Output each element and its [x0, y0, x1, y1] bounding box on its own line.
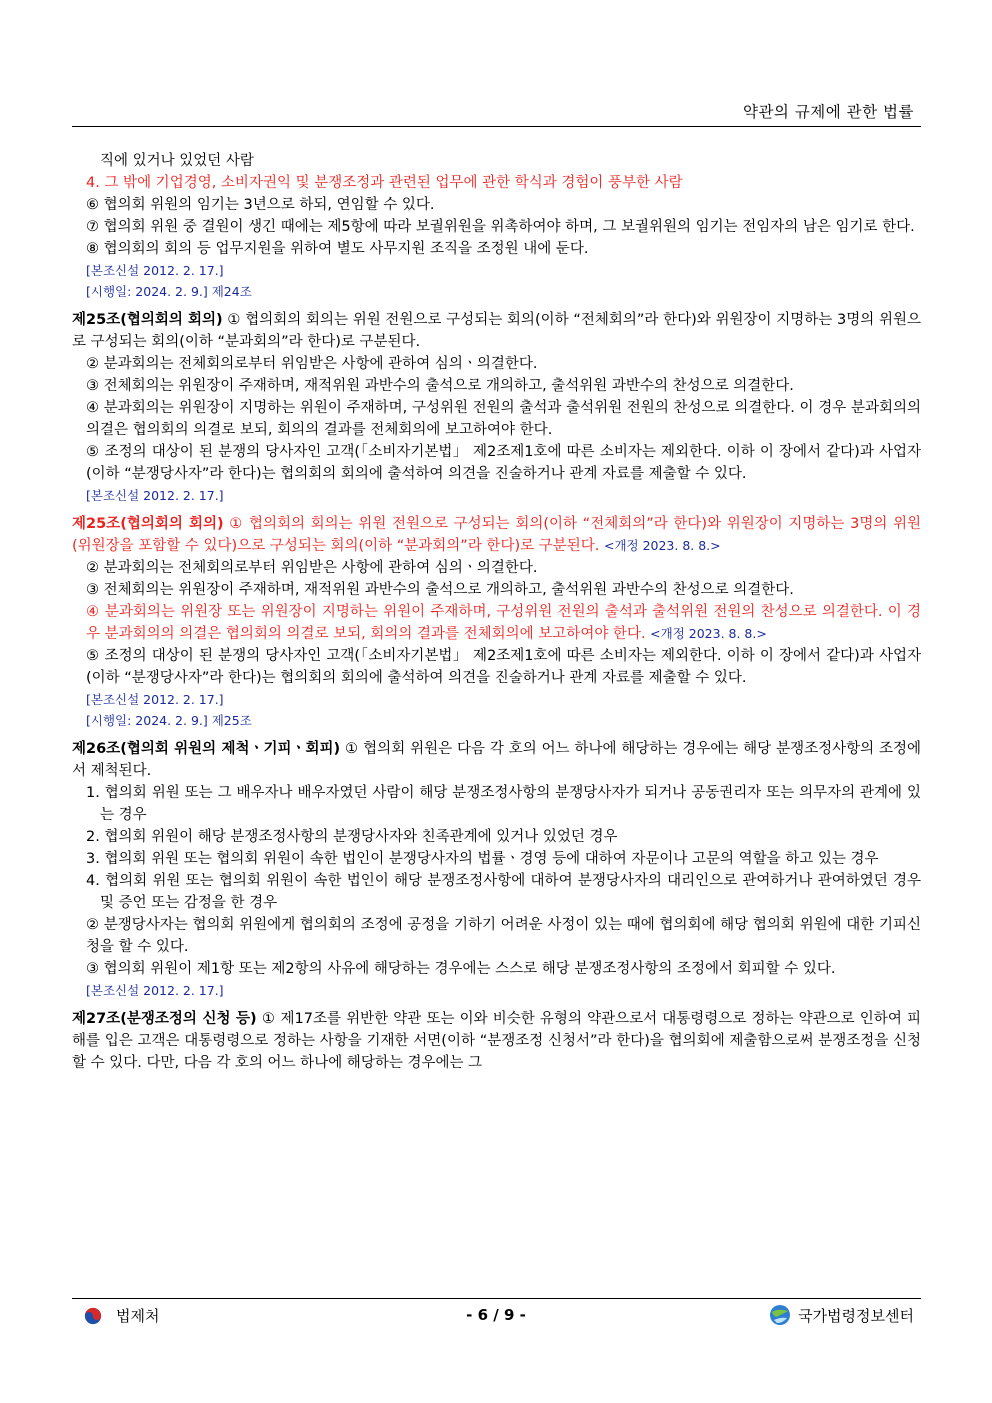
paragraph-8: ⑧ 협의회의 회의 등 업무지원을 위하여 별도 사무지원 조직을 조정원 내에 둔다.: [86, 241, 589, 257]
article-25-old: [72, 309, 921, 353]
article-26-para-1: ① 협의회 위원은 다음 각 호의 어느 하나에 해당하는 경우에는 해당 분쟁조정사항의 조정에서 제척된다.: [72, 741, 922, 779]
article-26-para-3: ③ 협의회 위원이 제1항 또는 제2항의 사유에 해당하는 경우에는 스스로 해당 분쟁조정사항의 조정에서 회피할 수 있다.: [86, 961, 836, 977]
article-26-para-2: ② 분쟁당사자는 협의회 위원에게 협의회의 조정에 공정을 기하기 어려운 사정이 있는 때에 협의회에 해당 협의회 위원에 대한 기피신청을 할 수 있다.: [86, 917, 921, 955]
item-4-amended: 4. 그 밖에 기업경영, 소비자권익 및 분쟁조정과 관련된 업무에 관한 학식과 경험이 풍부한 사람: [86, 175, 683, 191]
enactment-note: [본조신설 2012. 2. 17.]: [86, 692, 224, 707]
article-27-para-1: ① 제17조를 위반한 약관 또는 이와 비슷한 유형의 약관으로서 대통령령으로 정하는 약관으로 인하여 피해를 입은 고객은 대통령령으로 정하는 사항을 기재한 서면(이하 “분쟁조정 신청서”라 한다)을 협의회에 제출함으로써 분쟁조정을 신청할 수 있다. 다만, 다음 각 호의 어느 하나에 해당하는 경우에는 그: [72, 1011, 921, 1071]
article-25-new-para-4-text: ④ 분과회의는 위원장 또는 위원장이 지명하는 위원이 주재하며, 구성위원 전원의 출석과 출석위원 전원의 찬성으로 의결한다. 이 경우 분과회의의 의결은 협의회의 의결로 보되, 회의의 결과를 전체회의에 보고하여야 한다.: [86, 604, 921, 642]
article-25-para-4: ④ 분과회의는 위원장이 지명하는 위원이 주재하며, 구성위원 전원의 출석과 출석위원 전원의 찬성으로 의결한다. 이 경우 분과회의의 의결은 협의회의 의결로 보되, 회의의 결과를 전체회의에 보고하여야 한다.: [86, 400, 921, 438]
article-26-item-1: 1. 협의회 위원 또는 그 배우자나 배우자였던 사람이 해당 분쟁조정사항의 분쟁당사자가 되거나 공동권리자 또는 의무자의 관계에 있는 경우: [86, 785, 921, 823]
article-25-new-para-2: ② 분과회의는 전체회의로부터 위임받은 사항에 관하여 심의ㆍ의결한다.: [86, 560, 538, 576]
paragraph-6: ⑥ 협의회 위원의 임기는 3년으로 하되, 연임할 수 있다.: [86, 197, 435, 213]
document-body: [72, 150, 921, 1074]
footer-publisher-name: 법제처: [116, 1307, 160, 1325]
page-header-title: 약관의 규제에 관한 법률: [742, 103, 914, 121]
enactment-note: [본조신설 2012. 2. 17.]: [86, 488, 224, 503]
page-number: - 6 / 9 -: [466, 1306, 526, 1324]
header-rule: [72, 126, 921, 127]
amendment-note: <개정 2023. 8. 8.>: [650, 626, 767, 641]
article-26-item-3: 3. 협의회 위원 또는 협의회 위원이 속한 법인이 분쟁당사자의 법률ㆍ경영 등에 대하여 자문이나 고문의 역할을 하고 있는 경우: [86, 851, 879, 867]
article-27: [72, 1008, 921, 1074]
enactment-note: [본조신설 2012. 2. 17.]: [86, 263, 224, 278]
article-25-new: [72, 513, 921, 557]
footer-brand-name: 국가법령정보센터: [798, 1306, 914, 1325]
effective-date-note: [시행일: 2024. 2. 9.] 제24조: [86, 284, 252, 299]
continuation-line: 직에 있거나 있었던 사람: [100, 153, 254, 169]
paragraph-7: ⑦ 협의회 위원 중 결원이 생긴 때에는 제5항에 따라 보궐위원을 위촉하여야 하며, 그 보궐위원의 임기는 전임자의 남은 임기로 한다.: [86, 219, 915, 235]
footer-rule: [72, 1298, 921, 1299]
article-25-new-title: 제25조(협의회의 회의): [72, 516, 224, 532]
article-26-item-4: 4. 협의회 위원 또는 협의회 위원이 속한 법인이 해당 분쟁조정사항에 대하여 분쟁당사자의 대리인으로 관여하거나 관여하였던 경우 및 증언 또는 감정을 한 경우: [86, 873, 921, 911]
article-25-new-para-4: [72, 601, 921, 645]
article-25-para-2: ② 분과회의는 전체회의로부터 위임받은 사항에 관하여 심의ㆍ의결한다.: [86, 356, 538, 372]
article-25-title: 제25조(협의회의 회의): [72, 312, 223, 328]
article-26-title: 제26조(협의회 위원의 제척ㆍ기피ㆍ회피): [72, 741, 341, 757]
article-26-item-2: 2. 협의회 위원이 해당 분쟁조정사항의 분쟁당사자와 친족관계에 있거나 있었던 경우: [86, 829, 618, 845]
footer-center-brand: [768, 1303, 914, 1327]
article-26: [72, 738, 921, 782]
article-25-new-para-3: ③ 전체회의는 위원장이 주재하며, 재적위원 과반수의 출석으로 개의하고, 출석위원 과반수의 찬성으로 의결한다.: [86, 582, 794, 598]
article-25-para-3: ③ 전체회의는 위원장이 주재하며, 재적위원 과반수의 출석으로 개의하고, 출석위원 과반수의 찬성으로 의결한다.: [86, 378, 794, 394]
article-25-para-1: ① 협의회의 회의는 위원 전원으로 구성되는 회의(이하 “전체회의”라 한다)와 위원장이 지명하는 3명의 위원으로 구성되는 회의(이하 “분과회의”라 한다)로 구분된다.: [72, 312, 921, 350]
globe-logo-icon: [768, 1303, 792, 1327]
article-25-para-5: ⑤ 조정의 대상이 된 분쟁의 당사자인 고객(「소비자기본법」 제2조제1호에 따른 소비자는 제외한다. 이하 이 장에서 같다)과 사업자(이하 “분쟁당사자”라 한다)는 협의회의 회의에 출석하여 의견을 진술하거나 관계 자료를 제출할 수 있다.: [86, 444, 921, 482]
effective-date-note: [시행일: 2024. 2. 9.] 제25조: [86, 713, 252, 728]
amendment-note: <개정 2023. 8. 8.>: [603, 538, 721, 553]
article-27-title: 제27조(분쟁조정의 신청 등): [72, 1011, 257, 1027]
article-25-new-para-1: ① 협의회의 회의는 위원 전원으로 구성되는 회의(이하 “전체회의”라 한다)와 위원장이 지명하는 3명의 위원(위원장을 포함할 수 있다)으로 구성되는 회의(이하 “분과회의”라 한다)로 구분된다.: [72, 516, 921, 554]
article-25-new-para-5: ⑤ 조정의 대상이 된 분쟁의 당사자인 고객(「소비자기본법」 제2조제1호에 따른 소비자는 제외한다. 이하 이 장에서 같다)과 사업자(이하 “분쟁당사자”라 한다)는 협의회의 회의에 출석하여 의견을 진술하거나 관계 자료를 제출할 수 있다.: [86, 648, 921, 686]
enactment-note: [본조신설 2012. 2. 17.]: [86, 983, 224, 998]
